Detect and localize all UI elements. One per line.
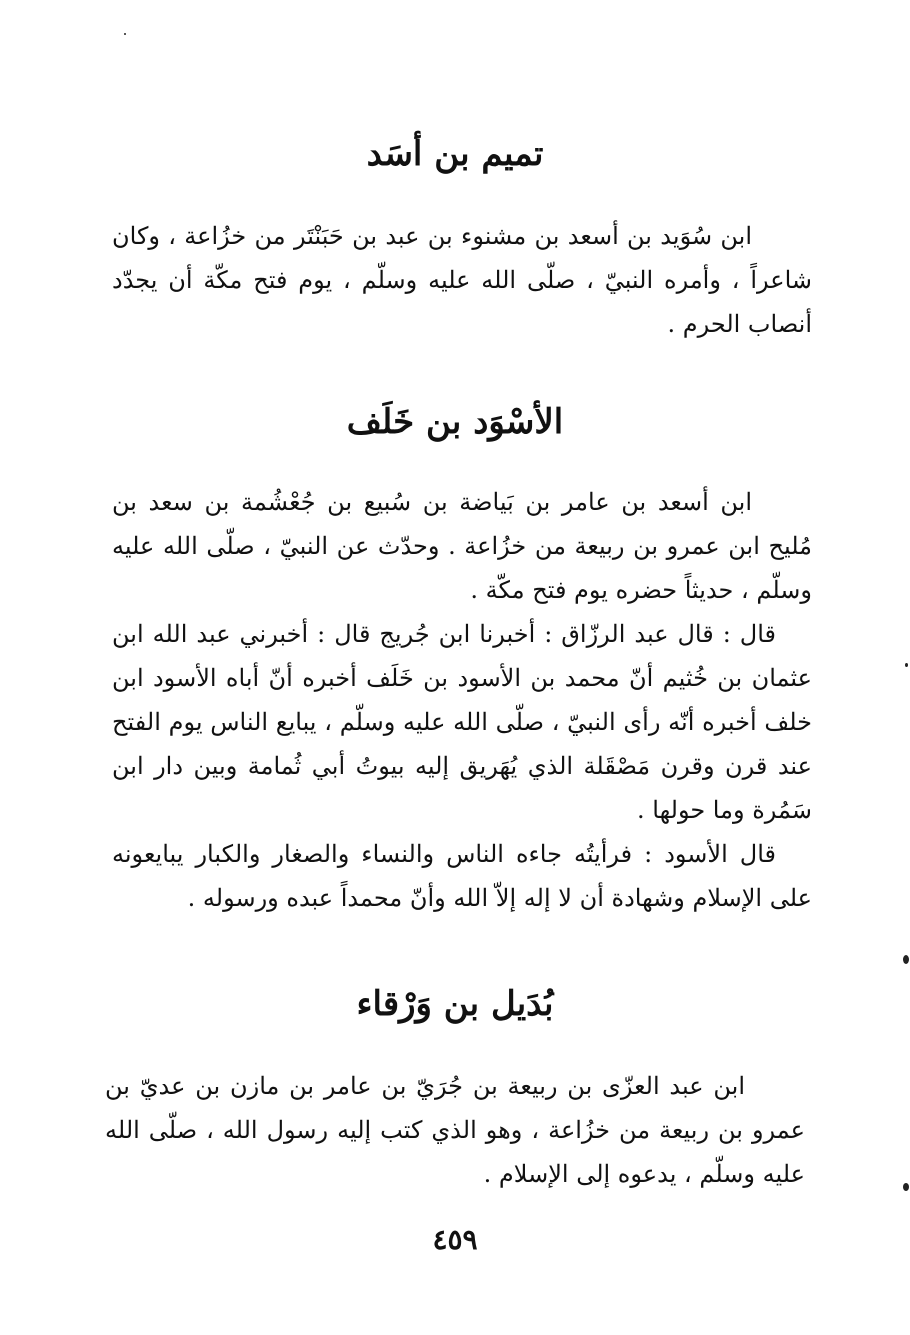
- page-number: ٤٥٩: [432, 1223, 478, 1256]
- section-body-aswad-1: ابن أسعد بن عامر بن بَياضة بن سُبيع بن جُعْشُمة بن سعد بن مُليح ابن عمرو بن ربيعة من خزُاعة . وحدّث عن النبيّ ، صلّى الله عليه وسلّم ، حديثاً حضره يوم فتح مكّة .: [112, 488, 812, 604]
- scan-speck: [903, 1183, 909, 1191]
- section-body-tamim: ابن سُوَيد بن أسعد بن مشنوء بن عبد بن حَبَنْتَر من خزُاعة ، وكان شاعراً ، وأمره النبيّ ، صلّى الله عليه وسلّم ، يوم فتح مكّة أن يجدّد أنصاب الحرم .: [112, 222, 812, 338]
- scan-speck: [903, 955, 909, 964]
- section-title-aswad: الأسْوَد بن خَلَف: [346, 402, 564, 442]
- section-title-budayl: بُدَيل بن وَرْقاء: [356, 984, 554, 1024]
- section-body-aswad-2: قال : قال عبد الرزّاق : أخبرنا ابن جُريج قال : أخبرني عبد الله ابن عثمان بن خُثيم أنّ محمد بن الأسود بن خَلَف أخبره أنّ أباه الأسود ابن خلف أخبره أنّه رأى النبيّ ، صلّى الله عليه وسلّم ، يبايع الناس يوم الفتح عند قرن وقرن مَصْقَلة الذي يُهَريق إليه بيوتُ أبي ثُمامة وبين دار ابن سَمُرة وما حولها .: [112, 620, 812, 824]
- section-title-tamim: تميم بن أسَد: [366, 134, 544, 174]
- scan-speck: [905, 663, 908, 667]
- section-body-budayl: ابن عبد العزّى بن ربيعة بن جُرَيّ بن عامر بن مازن بن عديّ بن عمرو بن ربيعة من خزُاعة ، وهو الذي كتب إليه رسول الله ، صلّى الله عليه وسلّم ، يدعوه إلى الإسلام .: [105, 1072, 805, 1188]
- section-body-aswad-3: قال الأسود : فرأيتُه جاءه الناس والنساء والصغار والكبار يبايعونه على الإسلام وشهادة أن لا إله إلاّ الله وأنّ محمداً عبده ورسوله .: [112, 840, 812, 912]
- scan-speck: [124, 33, 126, 35]
